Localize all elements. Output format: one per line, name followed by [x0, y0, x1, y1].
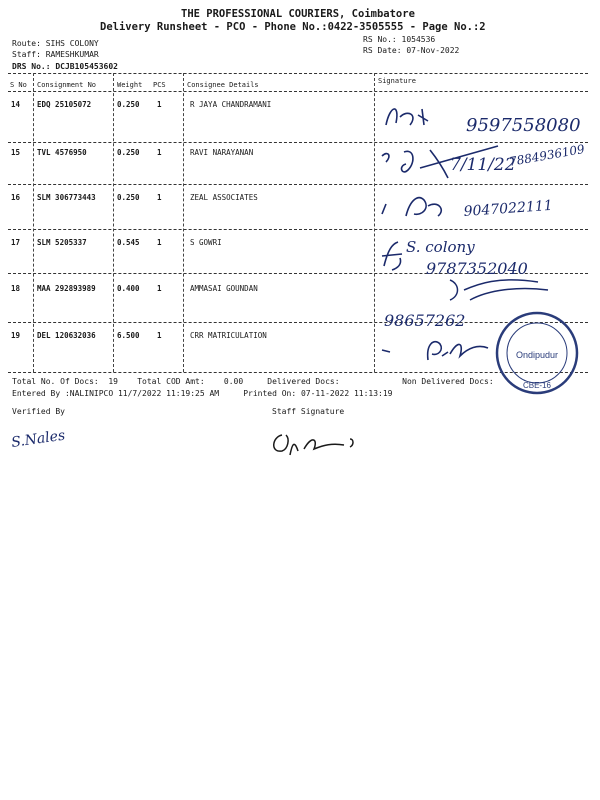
- table-top-rule: [8, 73, 588, 74]
- row-consignment: EDQ 25105072: [37, 100, 92, 109]
- row-weight: 0.250: [117, 100, 140, 109]
- row-pcs: 1: [157, 100, 162, 109]
- col-divider: [374, 73, 375, 372]
- col-header-consignment: Consignment No: [37, 81, 97, 89]
- drs-number: DRS No.: DCJB105453602: [12, 62, 118, 71]
- row-weight: 0.400: [117, 284, 140, 293]
- row16-signature: [378, 186, 588, 231]
- col-header-pcs: PCS: [153, 81, 166, 89]
- row-consignment: TVL 4576950: [37, 148, 87, 157]
- row15-date: 7/11/22: [450, 155, 516, 175]
- row-consignee: R JAYA CHANDRAMANI: [190, 100, 272, 109]
- totals-line: Total No. Of Docs: 19 Total COD Amt: 0.00 Delivered Docs: Non Delivered Docs:: [12, 377, 494, 386]
- staff: Staff: RAMESHKUMAR: [12, 50, 99, 59]
- row-consignee: ZEAL ASSOCIATES: [190, 193, 258, 202]
- row-sno: 15: [11, 148, 21, 157]
- route: Route: SIHS COLONY: [12, 39, 99, 48]
- row-consignment: SLM 306773443: [37, 193, 96, 202]
- row17-phone: 9787352040: [426, 259, 528, 278]
- row15-signature: [378, 140, 598, 185]
- table-header-rule: [8, 91, 588, 92]
- row18-phone: 98657262: [384, 311, 466, 330]
- col-divider: [33, 73, 34, 372]
- row-consignee: AMMASAI GOUNDAN: [190, 284, 258, 293]
- verified-by-label: Verified By: [12, 407, 65, 416]
- stamp-code: CBE-16: [522, 381, 552, 390]
- row-pcs: 1: [157, 148, 162, 157]
- row-weight: 0.545: [117, 238, 140, 247]
- row-consignee: CRR MATRICULATION: [190, 331, 267, 340]
- staff-signature: [268, 425, 388, 465]
- row-sno: 14: [11, 100, 21, 109]
- row-weight: 6.500: [117, 331, 140, 340]
- row-pcs: 1: [157, 284, 162, 293]
- row-consignee: RAVI NARAYANAN: [190, 148, 254, 157]
- runsheet-subtitle: Delivery Runsheet - PCO - Phone No.:0422-3505555 - Page No.:2: [100, 21, 486, 33]
- row-weight: 0.250: [117, 148, 140, 157]
- row-sno: 18: [11, 284, 21, 293]
- rs-number: RS No.: 1054536: [363, 35, 436, 44]
- col-divider: [113, 73, 114, 372]
- row16-phone: 9047022111: [463, 197, 554, 220]
- row-consignment: DEL 120632036: [37, 331, 96, 340]
- row14-signature: [378, 95, 588, 140]
- row-pcs: 1: [157, 193, 162, 202]
- company-title: THE PROFESSIONAL COURIERS, Coimbatore: [181, 8, 415, 20]
- rs-date: RS Date: 07-Nov-2022: [363, 46, 460, 55]
- row15-phone: 7884936109: [508, 141, 586, 169]
- row17-signature: [378, 230, 588, 278]
- row-pcs: 1: [157, 331, 162, 340]
- row-consignee: S GOWRI: [190, 238, 222, 247]
- row-consignment: MAA 292893989: [37, 284, 96, 293]
- col-header-sno: S No: [10, 81, 27, 89]
- row-weight: 0.250: [117, 193, 140, 202]
- col-header-weight: Weight: [117, 81, 143, 89]
- col-header-consignee: Consignee Details: [187, 81, 259, 89]
- row-consignment: SLM 5205337: [37, 238, 87, 247]
- verified-signature: [8, 425, 88, 460]
- col-divider: [183, 73, 184, 372]
- entered-by-line: Entered By :NALINIPCO 11/7/2022 11:19:25 AM Printed On: 07-11-2022 11:13:19: [12, 389, 393, 398]
- row17-note: S. colony: [406, 238, 475, 256]
- row14-phone: 9597558080: [466, 115, 581, 136]
- stamp-place: Ondipudur: [515, 350, 559, 360]
- office-stamp: [492, 308, 582, 398]
- row-sno: 19: [11, 331, 21, 340]
- row-sno: 17: [11, 238, 21, 247]
- col-header-signature: Signature: [378, 77, 416, 85]
- row-pcs: 1: [157, 238, 162, 247]
- row-sno: 16: [11, 193, 21, 202]
- verified-sign-text: S.Nales: [10, 427, 67, 451]
- staff-signature-label: Staff Signature: [272, 407, 345, 416]
